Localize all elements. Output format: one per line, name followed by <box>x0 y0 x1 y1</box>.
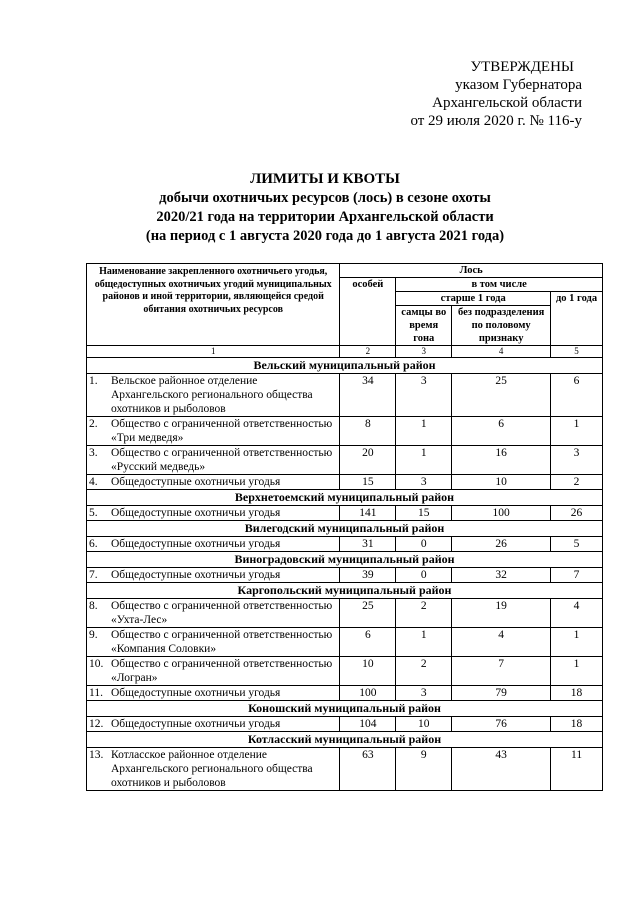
quota-no-sex: 43 <box>452 748 551 791</box>
quota-under1: 3 <box>551 446 603 475</box>
quota-males: 10 <box>396 717 452 732</box>
approval-block <box>410 58 582 130</box>
quota-males: 1 <box>396 628 452 657</box>
title-period: (на период с 1 августа 2020 года до 1 августа 2021 года) <box>145 228 505 244</box>
hunting-ground-name: Вельское районное отделение Архангельского регионального общества охотников и рыболовов <box>111 375 313 415</box>
quota-under1: 1 <box>551 417 603 446</box>
district-name: Вилегодский муниципальный район <box>87 521 603 537</box>
column-number: 1 <box>87 346 340 358</box>
header-under1: до 1 года <box>551 292 603 346</box>
table-row <box>87 506 603 521</box>
quota-under1: 11 <box>551 748 603 791</box>
header-name-column: Наименование закрепленного охотничьего угодья, общедоступных охотничьих угодий муниципальных районов и иной территории, являющейся средой обитания охотничьих ресурсов <box>87 264 340 346</box>
row-number: 5. <box>89 507 98 519</box>
quota-males: 2 <box>396 599 452 628</box>
quota-males: 0 <box>396 568 452 583</box>
quota-males: 9 <box>396 748 452 791</box>
table-row <box>87 417 603 446</box>
row-number: 13. <box>89 749 104 761</box>
hunting-ground-name: Общедоступные охотничьи угодья <box>111 687 281 699</box>
hunting-ground-cell <box>87 506 340 521</box>
quota-no-sex: 7 <box>452 657 551 686</box>
column-number: 3 <box>396 346 452 358</box>
table-row <box>87 475 603 490</box>
hunting-ground-name: Общедоступные охотничьи угодья <box>111 476 281 488</box>
hunting-ground-cell <box>87 599 340 628</box>
row-number: 8. <box>89 600 98 612</box>
quota-under1: 4 <box>551 599 603 628</box>
header-no-sex: без подразделения по половому признаку <box>452 306 551 346</box>
quota-males: 15 <box>396 506 452 521</box>
row-number: 7. <box>89 569 98 581</box>
quota-no-sex: 4 <box>452 628 551 657</box>
row-number: 10. <box>89 658 104 670</box>
quota-under1: 18 <box>551 717 603 732</box>
hunting-ground-name: Общество с ограниченной ответственностью «Три медведя» <box>111 418 333 444</box>
hunting-ground-name: Общедоступные охотничьи угодья <box>111 569 281 581</box>
quota-males: 3 <box>396 374 452 417</box>
row-number: 6. <box>89 538 98 550</box>
title-heading: ЛИМИТЫ И КВОТЫ <box>250 171 400 187</box>
hunting-ground-name: Общедоступные охотничьи угодья <box>111 718 281 730</box>
hunting-ground-name: Общество с ограниченной ответственностью «Компания Соловки» <box>111 629 333 655</box>
district-name: Виноградовский муниципальный район <box>87 552 603 568</box>
district-row <box>87 583 603 599</box>
quota-no-sex: 6 <box>452 417 551 446</box>
approval-date: от 29 июля 2020 г. № 116-у <box>410 113 582 129</box>
quota-males: 3 <box>396 686 452 701</box>
district-row <box>87 521 603 537</box>
quota-total: 100 <box>340 686 396 701</box>
header-total: особей <box>340 278 396 346</box>
quota-total: 63 <box>340 748 396 791</box>
quota-no-sex: 32 <box>452 568 551 583</box>
table-row <box>87 717 603 732</box>
title-line: 2020/21 года на территории Архангельской области <box>156 209 494 225</box>
district-name: Коношский муниципальный район <box>87 701 603 717</box>
quota-total: 25 <box>340 599 396 628</box>
hunting-ground-cell <box>87 446 340 475</box>
quota-no-sex: 19 <box>452 599 551 628</box>
table-row <box>87 446 603 475</box>
hunting-ground-cell <box>87 628 340 657</box>
quota-no-sex: 26 <box>452 537 551 552</box>
quota-under1: 7 <box>551 568 603 583</box>
table-row <box>87 657 603 686</box>
table-row <box>87 748 603 791</box>
quota-no-sex: 10 <box>452 475 551 490</box>
approval-line: Архангельской области <box>432 95 582 111</box>
quota-total: 20 <box>340 446 396 475</box>
district-row <box>87 552 603 568</box>
quota-total: 34 <box>340 374 396 417</box>
hunting-ground-name: Общество с ограниченной ответственностью «Русский медведь» <box>111 447 333 473</box>
quota-under1: 26 <box>551 506 603 521</box>
hunting-ground-name: Общество с ограниченной ответственностью «Логран» <box>111 658 333 684</box>
column-number: 2 <box>340 346 396 358</box>
district-row <box>87 701 603 717</box>
quota-no-sex: 76 <box>452 717 551 732</box>
hunting-ground-cell <box>87 568 340 583</box>
quota-under1: 18 <box>551 686 603 701</box>
quota-under1: 5 <box>551 537 603 552</box>
district-row <box>87 490 603 506</box>
row-number: 12. <box>89 718 104 730</box>
row-number: 4. <box>89 476 98 488</box>
quota-no-sex: 25 <box>452 374 551 417</box>
hunting-ground-cell <box>87 537 340 552</box>
quota-total: 104 <box>340 717 396 732</box>
row-number: 3. <box>89 447 98 459</box>
quota-males: 3 <box>396 475 452 490</box>
hunting-ground-cell <box>87 686 340 701</box>
approval-title: УТВЕРЖДЕНЫ <box>470 59 574 75</box>
column-number: 4 <box>452 346 551 358</box>
hunting-ground-name: Котласское районное отделение Архангельского регионального общества охотников и рыболовов <box>111 749 313 789</box>
district-name: Вельский муниципальный район <box>87 358 603 374</box>
table-row <box>87 599 603 628</box>
column-numbers-row <box>87 346 603 358</box>
quota-under1: 2 <box>551 475 603 490</box>
district-name: Верхнетоемский муниципальный район <box>87 490 603 506</box>
hunting-ground-name: Общедоступные охотничьи угодья <box>111 538 281 550</box>
header-older: старше 1 года <box>396 292 551 306</box>
quota-total: 8 <box>340 417 396 446</box>
hunting-ground-name: Общедоступные охотничьи угодья <box>111 507 281 519</box>
district-row <box>87 358 603 374</box>
hunting-ground-cell <box>87 657 340 686</box>
quota-table <box>86 263 603 791</box>
quota-total: 39 <box>340 568 396 583</box>
header-including: в том числе <box>396 278 603 292</box>
table-row <box>87 537 603 552</box>
quota-total: 10 <box>340 657 396 686</box>
quota-no-sex: 16 <box>452 446 551 475</box>
quota-total: 6 <box>340 628 396 657</box>
quota-males: 0 <box>396 537 452 552</box>
table-row <box>87 686 603 701</box>
hunting-ground-cell <box>87 748 340 791</box>
table-row <box>87 628 603 657</box>
district-row <box>87 732 603 748</box>
hunting-ground-cell <box>87 475 340 490</box>
quota-males: 2 <box>396 657 452 686</box>
quota-no-sex: 100 <box>452 506 551 521</box>
quota-total: 31 <box>340 537 396 552</box>
hunting-ground-cell <box>87 717 340 732</box>
quota-total: 141 <box>340 506 396 521</box>
title-line: добычи охотничьих ресурсов (лось) в сезоне охоты <box>159 190 491 206</box>
quota-under1: 6 <box>551 374 603 417</box>
hunting-ground-cell <box>87 374 340 417</box>
quota-males: 1 <box>396 446 452 475</box>
quota-no-sex: 79 <box>452 686 551 701</box>
district-name: Каргопольский муниципальный район <box>87 583 603 599</box>
approval-line: указом Губернатора <box>455 77 582 93</box>
header-species: Лось <box>340 264 603 278</box>
header-males-rut: самцы во время гона <box>396 306 452 346</box>
row-number: 2. <box>89 418 98 430</box>
hunting-ground-cell <box>87 417 340 446</box>
row-number: 1. <box>89 375 98 387</box>
quota-under1: 1 <box>551 628 603 657</box>
hunting-ground-name: Общество с ограниченной ответственностью «Ухта-Лес» <box>111 600 333 626</box>
table-row <box>87 568 603 583</box>
table-row <box>87 374 603 417</box>
row-number: 9. <box>89 629 98 641</box>
row-number: 11. <box>89 687 103 699</box>
quota-under1: 1 <box>551 657 603 686</box>
quota-males: 1 <box>396 417 452 446</box>
quota-total: 15 <box>340 475 396 490</box>
document-title <box>90 170 560 246</box>
column-number: 5 <box>551 346 603 358</box>
district-name: Котласский муниципальный район <box>87 732 603 748</box>
